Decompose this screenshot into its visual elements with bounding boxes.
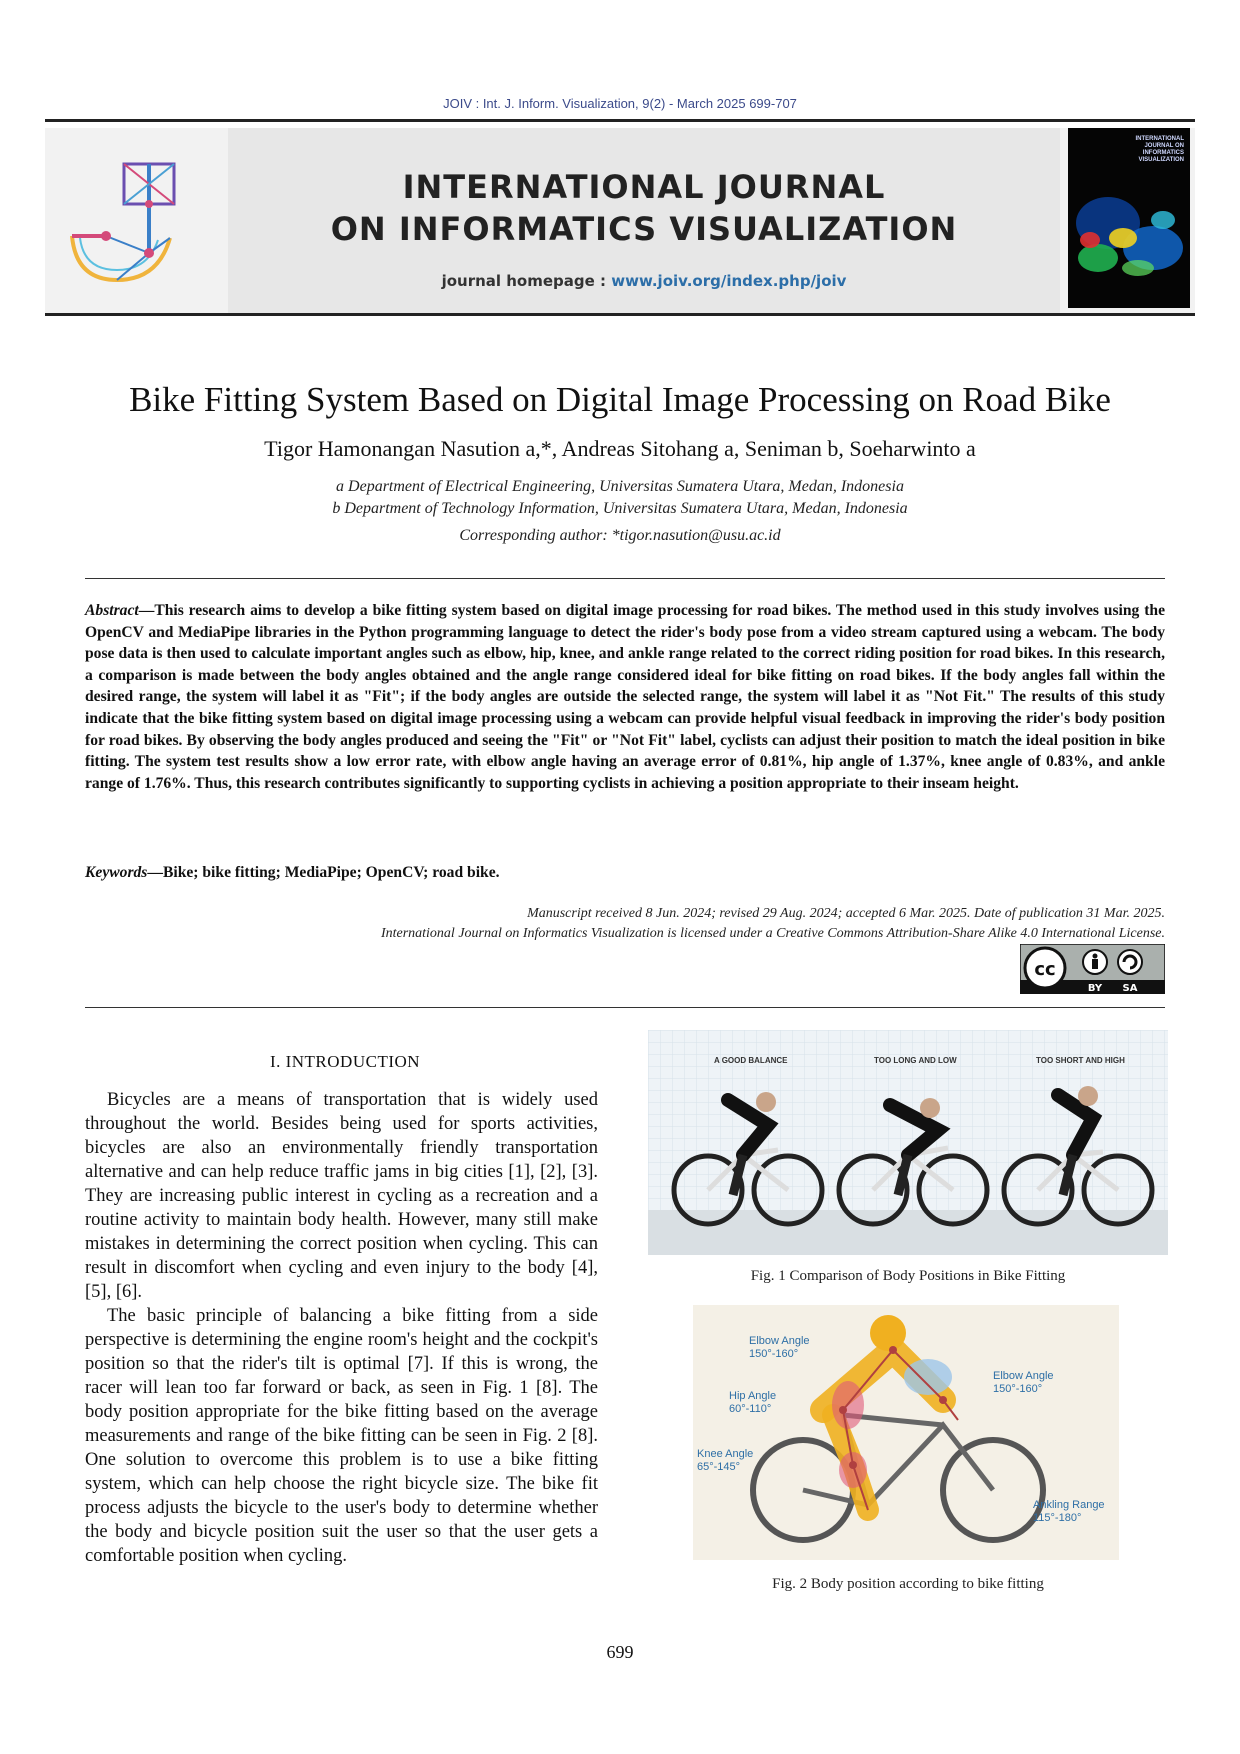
paper-authors: Tigor Hamonangan Nasution a,*, Andreas Sitohang a, Seniman b, Soeharwinto a bbox=[264, 436, 976, 461]
hip-angle-label: Hip Angle bbox=[729, 1390, 777, 1402]
ankling-range-label: Ankling Range bbox=[1033, 1499, 1105, 1511]
elbow-angle-top-range: 150°-160° bbox=[749, 1348, 799, 1360]
figure-1-label-too-short: TOO SHORT AND HIGH bbox=[1036, 1056, 1125, 1065]
abstract bbox=[85, 600, 1165, 794]
figure-2-ankling bbox=[1033, 1499, 1105, 1525]
svg-text:cc: cc bbox=[1034, 959, 1056, 980]
abstract-label: Abstract bbox=[85, 602, 139, 619]
figure-2-caption: Fig. 2 Body position according to bike fitting bbox=[772, 1576, 1044, 1592]
figure-1-caption: Fig. 1 Comparison of Body Positions in Bike Fitting bbox=[750, 1268, 1066, 1284]
corresponding-author: Corresponding author: *tigor.nasution@usu.ac.id bbox=[459, 527, 781, 544]
cc-sa-label: SA bbox=[1122, 983, 1138, 994]
figure-1-label-good-balance: A GOOD BALANCE bbox=[714, 1056, 788, 1065]
intro-paragraph-1: Bicycles are a means of transportation that is widely used throughout the world. Besides being used for sports activities, bicycles are also an environmentally friendly transportation alternative and can help reduce traffic jams in big cities [1], [2], [3]. They are increasing public interest in cycling as a recreation and a routine activity to maintain body health. However, many still make mistakes in determining the correct position when cycling. This can result in discomfort when cycling and even injury to the body [4], [5], [6]. bbox=[85, 1090, 598, 1302]
abstract-rule-top bbox=[85, 578, 1165, 579]
intro-paragraph-2: The basic principle of balancing a bike fitting from a side perspective is determining the engine room's height and the cockpit's position so that the rider's tilt is optimal [7]. If this is wrong, the racer will lean too far forward or back, as seen in Fig. 1 [8]. The body position appropriate for the bike fitting based on the average measurements and range of the bike fitting can be seen in Fig. 2 [8]. One solution to overcome this problem is to use a bike fitting system, which can help choose the right bicycle size. The bike fit process adjusts the bicycle to the user's body to determine whether the body and bicycle position suit the user so that the user gets a comfortable position when cycling. bbox=[85, 1306, 598, 1566]
cover-title: INTERNATIONAL JOURNAL ON INFORMATICS VISUALIZATION bbox=[1135, 136, 1184, 163]
journal-title-line2: ON INFORMATICS VISUALIZATION bbox=[330, 210, 958, 248]
running-head: JOIV : Int. J. Inform. Visualization, 9(2) - March 2025 699-707 bbox=[443, 96, 797, 111]
keywords-text: —Bike; bike fitting; MediaPipe; OpenCV; road bike. bbox=[147, 864, 500, 881]
homepage-label: journal homepage : bbox=[441, 272, 612, 290]
license-statement: International Journal on Informatics Visualization is licensed under a Creative Commons Attribution-Share Alike 4.0 International License. bbox=[380, 926, 1165, 941]
hip-angle-range: 60°-110° bbox=[729, 1403, 772, 1415]
ankling-range-value: 115°-180° bbox=[1033, 1512, 1082, 1524]
introduction-body bbox=[85, 1088, 598, 1568]
figure-2-elbow-right bbox=[993, 1370, 1054, 1396]
affiliation-a: a Department of Electrical Engineering, Universitas Sumatera Utara, Medan, Indonesia bbox=[336, 478, 904, 495]
figure-2-hip bbox=[729, 1390, 776, 1416]
joiv-logo-icon bbox=[62, 158, 192, 288]
keywords bbox=[85, 864, 1165, 882]
cc-by-label: BY bbox=[1087, 983, 1103, 994]
figure-2-knee bbox=[697, 1448, 753, 1474]
figure-2 bbox=[693, 1305, 1119, 1560]
figure-1 bbox=[648, 1030, 1168, 1255]
elbow-angle-top-label: Elbow Angle bbox=[749, 1335, 810, 1347]
homepage-link[interactable]: www.joiv.org/index.php/joiv bbox=[611, 272, 847, 290]
abstract-text: —This research aims to develop a bike fitting system based on digital image processing for road bikes. The method used in this study involves using the OpenCV and MediaPipe libraries in the Python programming language to detect the rider's body pose from a video stream captured using a webcam. The body pose data is then used to calculate important angles such as elbow, hip, knee, and ankle range related to the correct riding position for road bikes. In this research, a comparison is made between the body angles obtained and the angle range considered ideal for bike fitting on road bikes. If the body angles fall within the desired range, the system will label it as "Fit"; if the body angles are outside the selected range, the system will label it as "Not Fit." The results of this study indicate that the bike fitting system based on digital image processing using a webcam can provide helpful visual feedback in improving the rider's body position for road bikes. By observing the body angles produced and seeing the "Fit" or "Not Fit" label, cyclists can adjust their position to match the ideal position in bike fitting. The system test results show a low error rate, with elbow angle having an average error of 0.81%, hip angle of 1.37%, knee angle of 0.83%, and ankle range of 1.76%. Thus, this research contributes significantly to supporting cyclists in achieving a position appropriate to their inseam height. bbox=[85, 602, 1165, 792]
affiliation-b: b Department of Technology Information, Universitas Sumatera Utara, Medan, Indonesia bbox=[332, 500, 908, 517]
figure-2-elbow-top bbox=[749, 1335, 810, 1361]
figure-1-label-too-long: TOO LONG AND LOW bbox=[874, 1056, 957, 1065]
journal-title-line1: INTERNATIONAL JOURNAL bbox=[402, 168, 886, 206]
journal-title bbox=[228, 166, 1060, 250]
elbow-angle-right-label: Elbow Angle bbox=[993, 1370, 1054, 1382]
section-heading-introduction: I. INTRODUCTION bbox=[269, 1052, 421, 1071]
knee-angle-range: 65°-145° bbox=[697, 1461, 741, 1473]
journal-cover bbox=[1068, 128, 1190, 308]
keywords-label: Keywords bbox=[85, 864, 148, 881]
journal-homepage bbox=[228, 272, 1060, 290]
page-number: 699 bbox=[606, 1642, 634, 1662]
elbow-angle-right-range: 150°-160° bbox=[993, 1383, 1043, 1395]
paper-title: Bike Fitting System Based on Digital Image Processing on Road Bike bbox=[129, 380, 1111, 419]
cc-by-sa-badge-icon[interactable] bbox=[1020, 944, 1165, 994]
knee-angle-label: Knee Angle bbox=[697, 1448, 754, 1460]
header-rule-top bbox=[45, 119, 1195, 122]
header-rule-bottom bbox=[45, 313, 1195, 316]
manuscript-dates: Manuscript received 8 Jun. 2024; revised 29 Aug. 2024; accepted 6 Mar. 2025. Date of publication 31 Mar. 2025. bbox=[527, 906, 1165, 921]
abstract-rule-bottom bbox=[85, 1007, 1165, 1008]
